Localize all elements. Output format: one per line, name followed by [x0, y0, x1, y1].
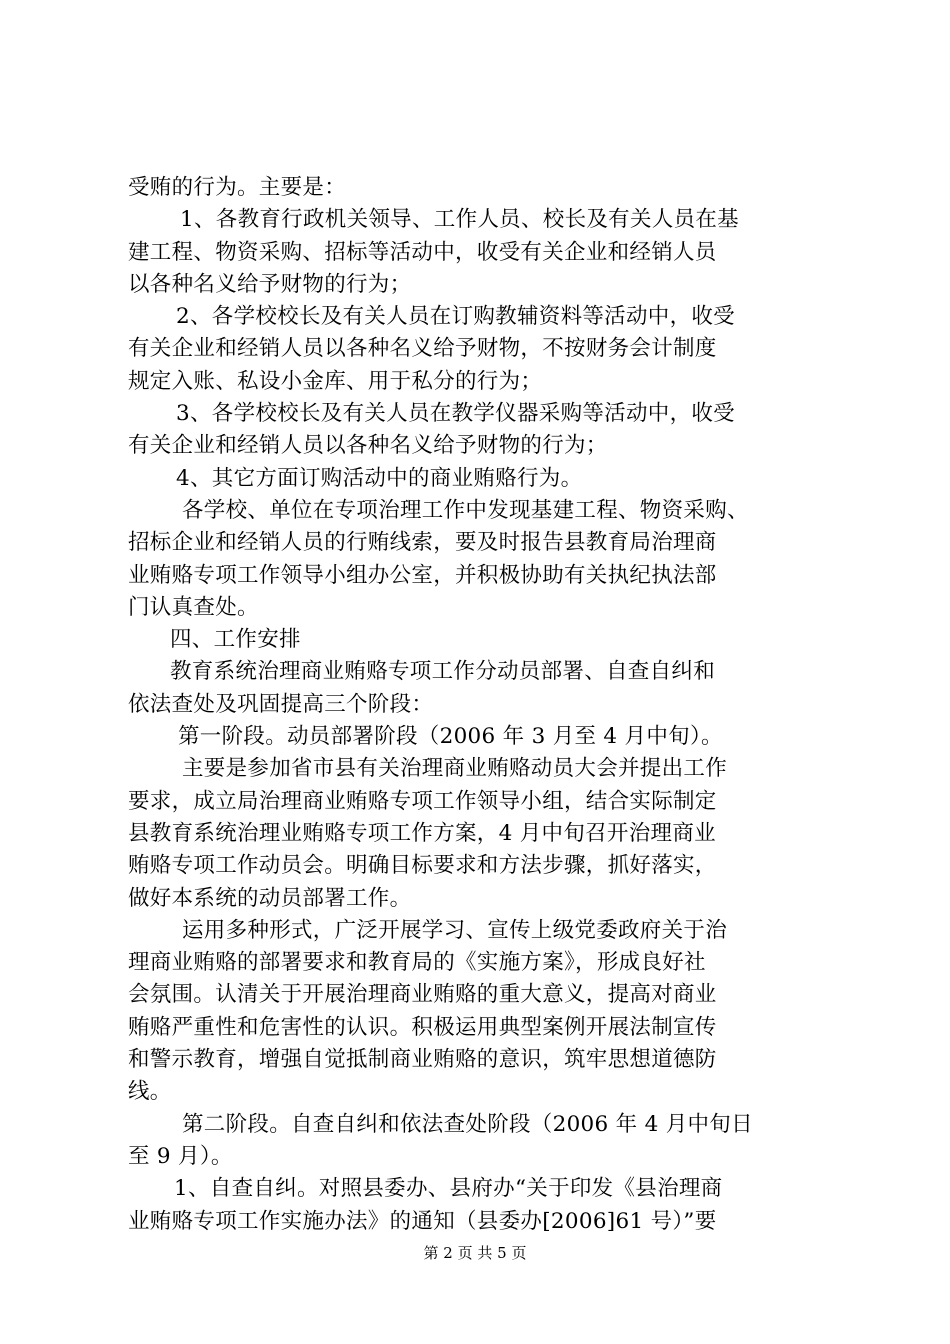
text-line: 教育系统治理商业贿赂专项工作分动员部署、自查自纠和	[170, 659, 716, 685]
text-line: 3、各学校校长及有关人员在教学仪器采购等活动中，收受	[176, 401, 735, 427]
text-line: 4、其它方面订购活动中的商业贿赂行为。	[176, 465, 583, 491]
text-line: 招标企业和经销人员的行贿线索，要及时报告县教育局治理商	[128, 530, 717, 556]
text-line: 以各种名义给予财物的行为；	[128, 271, 412, 297]
text-line: 各学校、单位在专项治理工作中发现基建工程、物资采购、	[182, 497, 749, 523]
text-line: 第二阶段。自查自纠和依法查处阶段（2006 年 4 月中旬日	[182, 1111, 753, 1137]
text-line: 主要是参加省市县有关治理商业贿赂动员大会并提出工作	[182, 756, 728, 782]
text-line: 和警示教育，增强自觉抵制商业贿赂的意识，筑牢思想道德防	[128, 1047, 717, 1073]
text-line: 第一阶段。动员部署阶段（2006 年 3 月至 4 月中旬）。	[178, 724, 723, 750]
text-line: 县教育系统治理业贿赂专项工作方案，4 月中旬召开治理商业	[128, 820, 716, 846]
text-line: 规定入账、私设小金库、用于私分的行为；	[128, 368, 543, 394]
text-line: 建工程、物资采购、招标等活动中，收受有关企业和经销人员	[128, 239, 717, 265]
text-line: 线。	[128, 1079, 172, 1105]
text-line: 会氛围。认清关于开展治理商业贿赂的重大意义，提高对商业	[128, 982, 717, 1008]
text-line: 受贿的行为。主要是：	[128, 175, 347, 200]
text-line: 业贿赂专项工作实施办法》的通知（县委办[2006]61 号）”要	[128, 1208, 717, 1234]
text-line: 运用多种形式，广泛开展学习、宣传上级党委政府关于治	[182, 917, 728, 943]
document-body	[128, 172, 832, 1238]
text-line: 依法查处及巩固提高三个阶段：	[128, 691, 434, 717]
text-line: 四、工作安排	[170, 627, 301, 653]
text-line: 1、自查自纠。对照县委办、县府办“关于印发《县治理商	[174, 1176, 723, 1202]
text-line: 至 9 月）。	[128, 1143, 233, 1169]
text-line: 业贿赂专项工作领导小组办公室，并积极协助有关执纪执法部	[128, 562, 717, 588]
text-line: 要求，成立局治理商业贿赂专项工作领导小组，结合实际制定	[128, 788, 717, 814]
text-line: 有关企业和经销人员以各种名义给予财物，不按财务会计制度	[128, 336, 717, 362]
text-line: 贿赂严重性和危害性的认识。积极运用典型案例开展法制宣传	[128, 1014, 717, 1040]
text-line: 贿赂专项工作动员会。明确目标要求和方法步骤，抓好落实，	[128, 853, 717, 879]
text-line: 理商业贿赂的部署要求和教育局的《实施方案》，形成良好社	[128, 950, 706, 976]
page-footer: 第 2 页 共 5 页	[423, 1244, 527, 1262]
text-line: 门认真查处。	[128, 594, 259, 620]
text-line: 1、各教育行政机关领导、工作人员、校长及有关人员在基	[180, 207, 739, 233]
text-line: 2、各学校校长及有关人员在订购教辅资料等活动中，收受	[176, 304, 735, 330]
text-line: 有关企业和经销人员以各种名义给予财物的行为；	[128, 433, 608, 459]
text-line: 做好本系统的动员部署工作。	[128, 885, 412, 911]
